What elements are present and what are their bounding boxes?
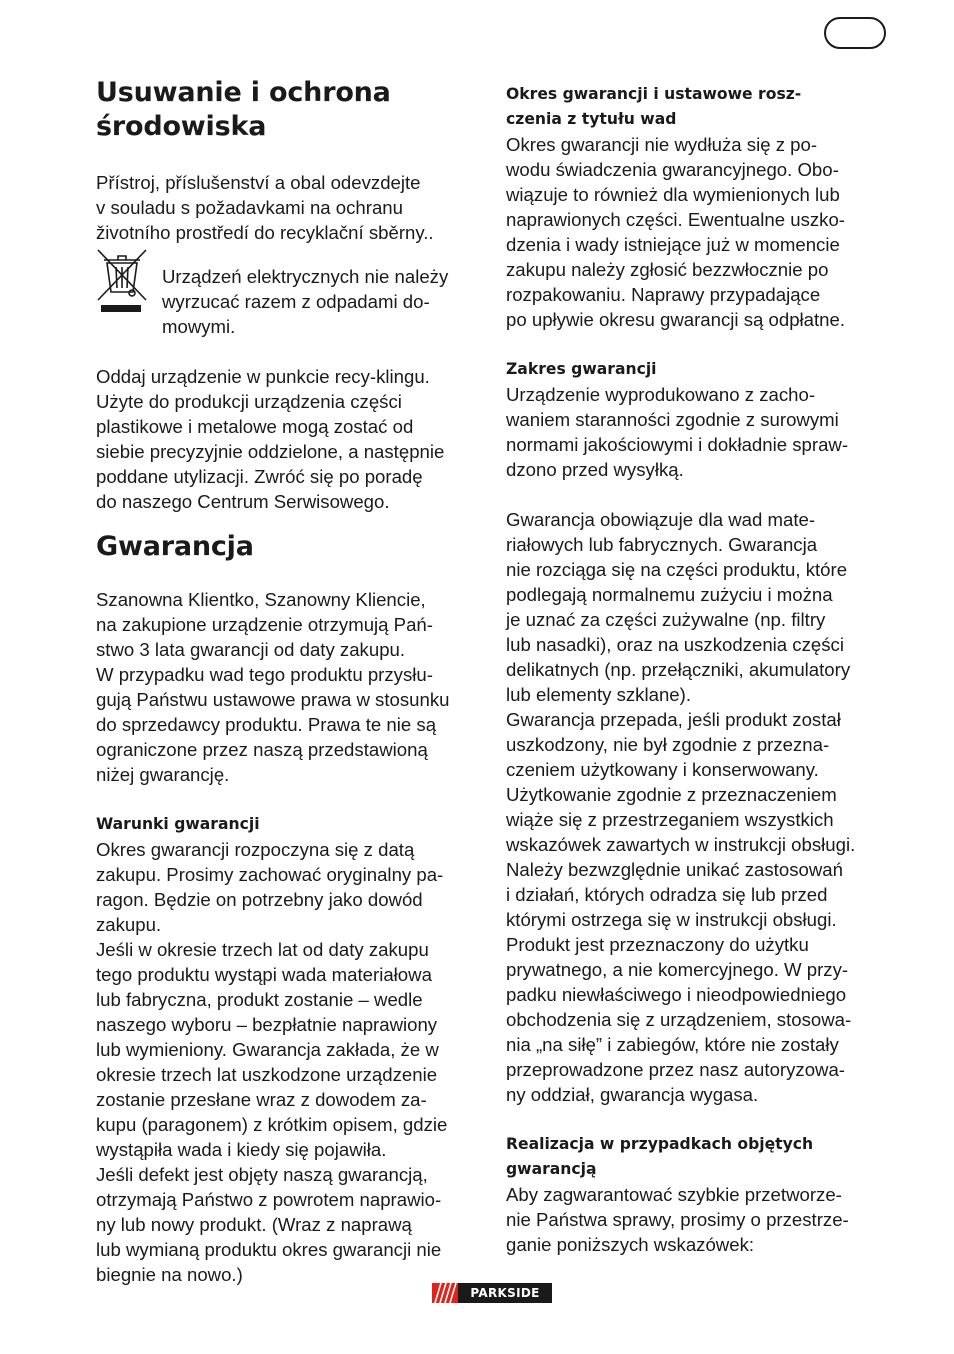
left-column	[96, 76, 482, 1287]
heading-warranty-conditions: Warunki gwarancji	[96, 815, 260, 833]
paragraph-warranty-intro: Szanowna Klientko, Szanowny Kliencie, na zakupione urządzenie otrzymują Pań- stwo 3 lata gwarancji od daty zakupu. W przypadku wad tego produktu przysłu- gują Państwu ustawowe prawa w stosunku do sprzedawcy produktu. Prawa te nie są ograniczone przez naszą przedstawioną niżej gwarancję.	[96, 589, 450, 785]
parkside-logo	[432, 1283, 552, 1303]
right-column	[506, 82, 892, 1257]
paragraph-disposal-1: Přístroj, příslušenství a obal odevzdejte v souladu s požadavkami na ochranu životního prostředí do recyklační sběrny..	[96, 172, 434, 243]
paragraph-warranty-period: Okres gwarancji nie wydłuża się z po- wodu świadczenia gwarancyjnego. Obo- wiązuje to również dla wymienionych lub naprawionych części. Ewentualne uszko- dzenia i wady istniejące już w momencie zakupu należy zgłosić bezzwłocznie po rozpakowaniu. Naprawy przypadające po upływie okresu gwarancji są odpłatne.	[506, 134, 846, 330]
heading-warranty-claims: Realizacja w przypadkach objętych gwarancją	[506, 1135, 814, 1178]
heading-warranty: Gwarancja	[96, 531, 254, 562]
heading-warranty-period: Okres gwarancji i ustawowe rosz- czenia z tytułu wad	[506, 85, 802, 128]
paragraph-weee: Urządzeń elektrycznych nie należy wyrzucać razem z odpadami do- mowymi.	[162, 266, 449, 337]
logo-text: PARKSIDE	[458, 1283, 552, 1303]
paragraph-warranty-scope-2: Gwarancja obowiązuje dla wad mate- riałowych lub fabrycznych. Gwarancja nie rozciąga się na części produktu, które podlegają normalnemu zużyciu i można je uznać za części zużywalne (np. filtry lub nasadki), oraz na uszkodzenia części delikatnych (np. przełączniki, akumulatory lub elementy szklane). Gwarancja przepada, jeśli produkt został uszkodzony, nie był zgodnie z przezna- czeniem użytkowany i konserwowany. Użytkowanie zgodnie z przeznaczeniem wiąże się z przestrzeganiem wszystkich wskazówek zawartych w instrukcji obsługi. Należy bezwzględnie unikać zastosowań i działań, których odradza się lub przed którymi ostrzega się w instrukcji obsługi. Produkt jest przeznaczony do użytku prywatnego, a nie komercyjnego. W przy- padku niewłaściwego i nieodpowiedniego obchodzenia się z urządzeniem, stosowa- nia „na siłę” i zabiegów, które nie zostały przeprowadzone przez nasz autoryzowa- ny oddział, gwarancja wygasa.	[506, 509, 856, 1105]
paragraph-warranty-scope-1: Urządzenie wyprodukowano z zacho- waniem staranności zgodnie z surowymi normami jakościowymi i dokładnie spraw- dzono przed wysyłką.	[506, 384, 849, 480]
paragraph-warranty-claims: Aby zagwarantować szybkie przetworze- nie Państwa sprawy, prosimy o przestrze- ganie poniższych wskazówek:	[506, 1184, 849, 1255]
language-badge	[824, 17, 886, 49]
heading-warranty-scope: Zakres gwarancji	[506, 360, 657, 378]
heading-disposal: Usuwanie i ochrona środowiska	[96, 77, 391, 142]
paragraph-warranty-conditions: Okres gwarancji rozpoczyna się z datą zakupu. Prosimy zachować oryginalny pa- ragon. Będzie on potrzebny jako dowód zakupu. Jeśli w okresie trzech lat od daty zakupu tego produktu wystąpi wada materiałowa lub fabryczna, produkt zostanie – wedle naszego wyboru – bezpłatnie naprawiony lub wymieniony. Gwarancja zakłada, że w okresie trzech lat uszkodzone urządzenie zostanie przesłane wraz z dowodem za- kupu (paragonem) z krótkim opisem, gdzie wystąpiła wada i kiedy się pojawiła. Jeśli defekt jest objęty naszą gwarancją, otrzymają Państwo z powrotem naprawio- ny lub nowy produkt. (Wraz z naprawą lub wymianą produktu okres gwarancji nie biegnie na nowo.)	[96, 839, 448, 1285]
logo-stripes	[432, 1283, 458, 1303]
paragraph-disposal-2: Oddaj urządzenie w punkcie recy-klingu. Użyte do produkcji urządzenia części plastikowe i metalowe mogą zostać od siebie precyzyjnie oddzielone, a następnie poddane utylizacji. Zwróć się po poradę do naszego Centrum Serwisowego.	[96, 366, 445, 512]
